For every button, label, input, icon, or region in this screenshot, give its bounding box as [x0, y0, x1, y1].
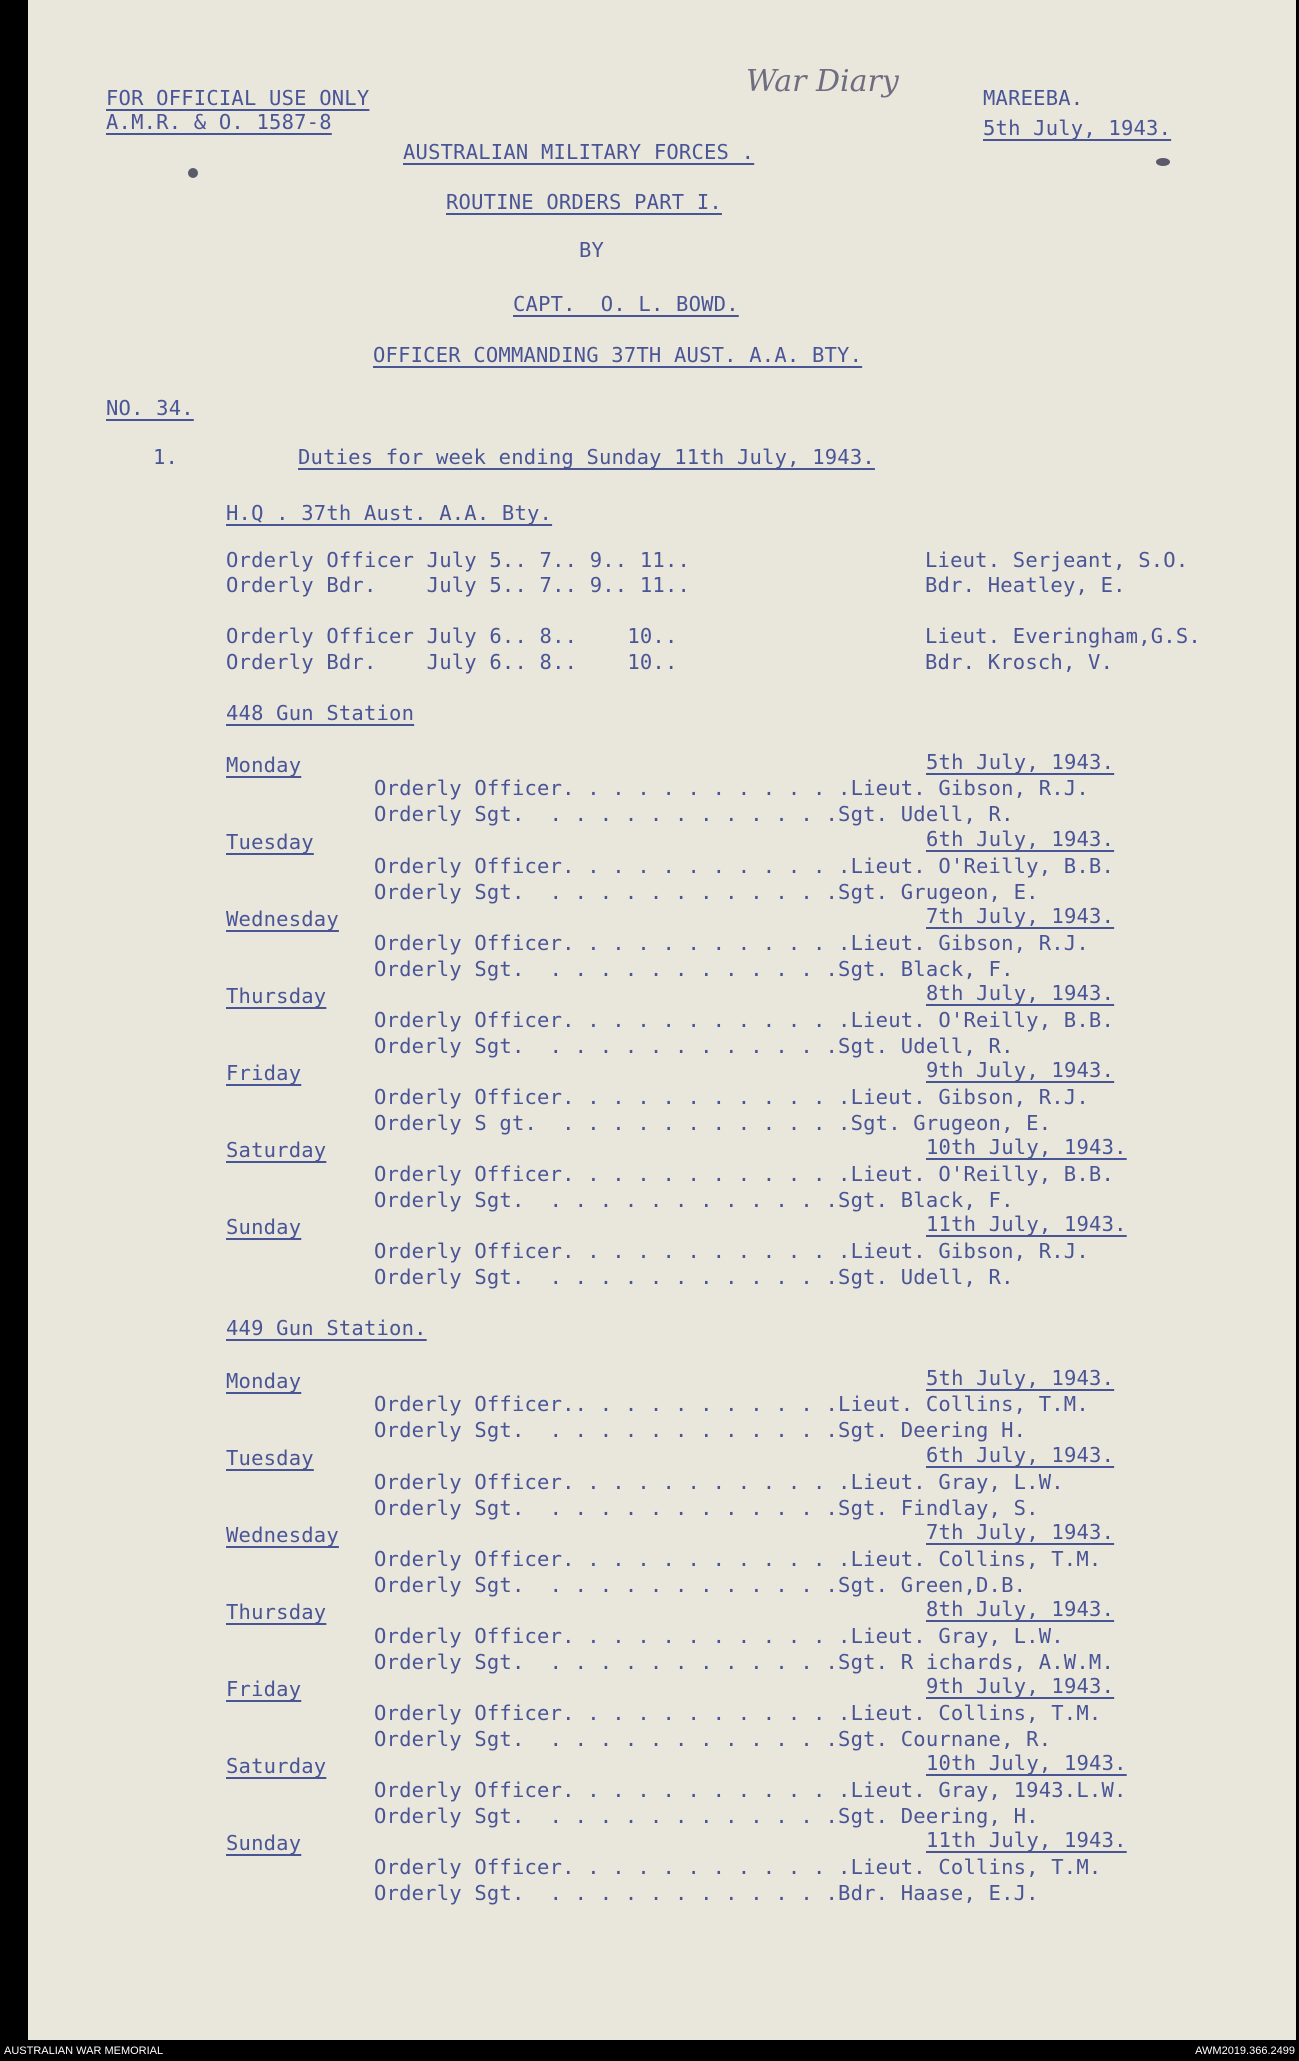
captain-name: CAPT. O. L. BOWD. — [513, 292, 739, 316]
duty-date: 9th July, 1943. — [926, 1674, 1115, 1698]
duty-date: 7th July, 1943. — [926, 904, 1115, 928]
document-page — [28, 0, 1296, 2040]
orderly-sgt-line: Orderly Sgt. . . . . . . . . . . . .Sgt. Udell, R. — [374, 1265, 1014, 1289]
orderly-sgt-line: Orderly Sgt. . . . . . . . . . . . .Sgt. Findlay, S. — [374, 1496, 1039, 1520]
orderly-officer-line: Orderly Officer. . . . . . . . . . . .Lieut. Gibson, R.J. — [374, 776, 1089, 800]
duty-date: 9th July, 1943. — [926, 1058, 1115, 1082]
duty-date: 7th July, 1943. — [926, 1520, 1115, 1544]
duty-date: 8th July, 1943. — [926, 1597, 1115, 1621]
order-number: NO. 34. — [106, 396, 194, 420]
day-label: Wednesday — [226, 907, 339, 931]
by-label: BY — [579, 238, 605, 262]
handwritten-note: War Diary — [746, 64, 899, 99]
hole-punch-mark — [1156, 158, 1170, 166]
duty-date: 5th July, 1943. — [926, 1366, 1115, 1390]
orderly-officer-line: Orderly Officer. . . . . . . . . . . .Lieut. Gibson, R.J. — [374, 1085, 1089, 1109]
hq-duty-role: Orderly Officer July 6.. 8.. 10.. — [226, 624, 678, 648]
day-label: Monday — [226, 1369, 302, 1393]
item-number: 1. — [153, 445, 179, 469]
day-label: Friday — [226, 1677, 302, 1701]
orderly-officer-line: Orderly Officer. . . . . . . . . . . .Lieut. Collins, T.M. — [374, 1701, 1102, 1725]
orderly-sgt-line: Orderly Sgt. . . . . . . . . . . . .Sgt. Udell, R. — [374, 802, 1014, 826]
duty-date: 8th July, 1943. — [926, 981, 1115, 1005]
hq-duty-name: Bdr. Heatley, E. — [925, 573, 1126, 597]
station-heading: 448 Gun Station — [226, 701, 415, 725]
orderly-officer-line: Orderly Officer. . . . . . . . . . . .Lieut. Gray, L.W. — [374, 1624, 1064, 1648]
duty-date: 11th July, 1943. — [926, 1212, 1127, 1236]
duty-date: 6th July, 1943. — [926, 1443, 1115, 1467]
orderly-officer-line: Orderly Officer. . . . . . . . . . . .Lieut. Collins, T.M. — [374, 1855, 1102, 1879]
orderly-officer-line: Orderly Officer. . . . . . . . . . . .Lieut. O'Reilly, B.B. — [374, 1162, 1114, 1186]
hole-punch-mark — [188, 168, 198, 178]
duty-date: 5th July, 1943. — [926, 750, 1115, 774]
hq-duty-name: Bdr. Krosch, V. — [925, 650, 1114, 674]
station-heading: 449 Gun Station. — [226, 1316, 427, 1340]
orderly-sgt-line: Orderly Sgt. . . . . . . . . . . . .Sgt. Black, F. — [374, 957, 1014, 981]
duty-date: 10th July, 1943. — [926, 1135, 1127, 1159]
day-label: Tuesday — [226, 830, 314, 854]
orderly-sgt-line: Orderly Sgt. . . . . . . . . . . . .Sgt. Udell, R. — [374, 1034, 1014, 1058]
day-label: Thursday — [226, 1600, 327, 1624]
duty-date: 6th July, 1943. — [926, 827, 1115, 851]
day-label: Monday — [226, 753, 302, 777]
orderly-sgt-line: Orderly Sgt. . . . . . . . . . . . .Sgt. R ichards, A.W.M. — [374, 1650, 1114, 1674]
duty-date: 11th July, 1943. — [926, 1828, 1127, 1852]
orderly-sgt-line: Orderly Sgt. . . . . . . . . . . . .Sgt. Grugeon, E. — [374, 880, 1039, 904]
orderly-officer-line: Orderly Officer. . . . . . . . . . . .Lieut. Collins, T.M. — [374, 1547, 1102, 1571]
officer-commanding: OFFICER COMMANDING 37TH AUST. A.A. BTY. — [373, 343, 863, 367]
hq-duty-role: Orderly Bdr. July 5.. 7.. 9.. 11.. — [226, 573, 691, 597]
official-use-label: FOR OFFICIAL USE ONLY — [106, 86, 370, 110]
orderly-officer-line: Orderly Officer. . . . . . . . . . . .Lieut. Gibson, R.J. — [374, 931, 1089, 955]
day-label: Thursday — [226, 984, 327, 1008]
orderly-sgt-line: Orderly Sgt. . . . . . . . . . . . .Sgt. Black, F. — [374, 1188, 1014, 1212]
orderly-sgt-line: Orderly Sgt. . . . . . . . . . . . .Bdr. Haase, E.J. — [374, 1881, 1039, 1905]
orders-title: ROUTINE ORDERS PART I. — [446, 190, 722, 214]
amr-reference: A.M.R. & O. 1587-8 — [106, 110, 332, 134]
orderly-officer-line: Orderly Officer.. . . . . . . . . . .Lieut. Collins, T.M. — [374, 1392, 1089, 1416]
orderly-officer-line: Orderly Officer. . . . . . . . . . . .Lieut. Gibson, R.J. — [374, 1239, 1089, 1263]
footer-accession-number: AWM2019.366.2499 — [1195, 2045, 1295, 2057]
orderly-officer-line: Orderly Officer. . . . . . . . . . . .Lieut. O'Reilly, B.B. — [374, 1008, 1114, 1032]
footer-credit: AUSTRALIAN WAR MEMORIAL — [4, 2045, 164, 2057]
orderly-sgt-line: Orderly Sgt. . . . . . . . . . . . .Sgt. Deering H. — [374, 1418, 1027, 1442]
document-date: 5th July, 1943. — [983, 116, 1172, 140]
orderly-officer-line: Orderly Officer. . . . . . . . . . . .Lieut. Gray, L.W. — [374, 1470, 1064, 1494]
orderly-sgt-line: Orderly Sgt. . . . . . . . . . . . .Sgt. Cournane, R. — [374, 1727, 1052, 1751]
location: MAREEBA. — [983, 86, 1084, 110]
hq-heading: H.Q . 37th Aust. A.A. Bty. — [226, 501, 553, 525]
hq-duty-role: Orderly Bdr. July 6.. 8.. 10.. — [226, 650, 678, 674]
day-label: Saturday — [226, 1138, 327, 1162]
orderly-officer-line: Orderly Officer. . . . . . . . . . . .Lieut. Gray, 1943.L.W. — [374, 1778, 1127, 1802]
day-label: Wednesday — [226, 1523, 339, 1547]
orderly-sgt-line: Orderly Sgt. . . . . . . . . . . . .Sgt. Green,D.B. — [374, 1573, 1027, 1597]
item-title: Duties for week ending Sunday 11th July, 1943. — [298, 445, 875, 469]
hq-duty-role: Orderly Officer July 5.. 7.. 9.. 11.. — [226, 548, 691, 572]
day-label: Friday — [226, 1061, 302, 1085]
day-label: Tuesday — [226, 1446, 314, 1470]
duty-date: 10th July, 1943. — [926, 1751, 1127, 1775]
day-label: Sunday — [226, 1831, 302, 1855]
orderly-officer-line: Orderly Officer. . . . . . . . . . . .Lieut. O'Reilly, B.B. — [374, 854, 1114, 878]
day-label: Saturday — [226, 1754, 327, 1778]
hq-duty-name: Lieut. Serjeant, S.O. — [925, 548, 1189, 572]
orderly-sgt-line: Orderly S gt. . . . . . . . . . . . .Sgt. Grugeon, E. — [374, 1111, 1052, 1135]
forces-title: AUSTRALIAN MILITARY FORCES . — [403, 140, 755, 164]
day-label: Sunday — [226, 1215, 302, 1239]
orderly-sgt-line: Orderly Sgt. . . . . . . . . . . . .Sgt. Deering, H. — [374, 1804, 1039, 1828]
hq-duty-name: Lieut. Everingham,G.S. — [925, 624, 1201, 648]
